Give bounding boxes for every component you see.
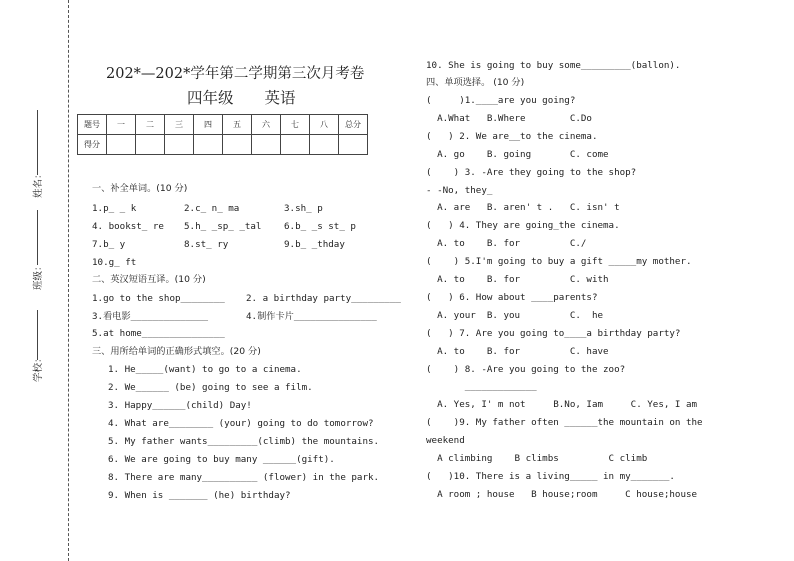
phrase-item: 1.go to the shop________ bbox=[92, 293, 225, 304]
choice-line: ( ) 5.I'm going to buy a gift _____my mother. bbox=[426, 256, 692, 268]
choice-line: ( ) 2. We are__to the cinema. bbox=[426, 130, 598, 142]
score-header-cell: 题号 bbox=[78, 115, 107, 135]
score-header-cell: 三 bbox=[165, 115, 194, 135]
score-cell[interactable] bbox=[194, 135, 223, 155]
word-item: 10.g_ ft bbox=[92, 257, 137, 268]
choice-line: A. to B. for C. with bbox=[426, 274, 609, 285]
score-header-cell: 总分 bbox=[339, 115, 368, 135]
choice-line: ( )10. There is a living_____ in my_______. bbox=[426, 470, 675, 482]
score-cell[interactable] bbox=[281, 135, 310, 155]
score-row-label: 得分 bbox=[78, 135, 107, 155]
choice-line: A. to B. for C./ bbox=[426, 238, 587, 250]
score-header-cell: 二 bbox=[136, 115, 165, 135]
class-fill-line bbox=[37, 210, 38, 265]
choice-line: ( ) 4. They are going_the cinema. bbox=[426, 220, 620, 232]
score-cell[interactable] bbox=[252, 135, 281, 155]
choice-line: A climbing B climbs C climb bbox=[426, 453, 648, 464]
score-header-cell: 一 bbox=[107, 115, 136, 135]
choice-line: ( ) 7. Are you going to____a birthday party? bbox=[426, 327, 681, 339]
score-header-cell: 六 bbox=[252, 115, 281, 135]
class-label: 班级： bbox=[33, 261, 44, 290]
exam-subtitle: 四年级 英语 bbox=[187, 89, 296, 107]
fill-item: 3. Happy______(child) Day! bbox=[108, 400, 252, 411]
score-header-cell: 四 bbox=[194, 115, 223, 135]
choice-line: ( ) 6. How about ____parents? bbox=[426, 291, 598, 303]
score-table bbox=[77, 114, 368, 155]
fill-item: 10. She is going to buy some_________(ballon). bbox=[426, 60, 681, 71]
name-label: 姓名： bbox=[33, 169, 44, 198]
fill-item: 6. We are going to buy many ______(gift). bbox=[108, 454, 335, 465]
fill-item: 8. There are many__________ (flower) in the park. bbox=[108, 472, 380, 483]
score-cell[interactable] bbox=[107, 135, 136, 155]
choice-line: A. Yes, I' m not B.No, Iam C. Yes, I am bbox=[426, 399, 698, 411]
phrase-item: 5.at home_______________ bbox=[92, 328, 225, 339]
choice-line: - -No, they_ bbox=[426, 184, 493, 196]
choice-line: ( ) 8. -Are you going to the zoo? bbox=[426, 363, 626, 375]
section3-heading: 三、用所给单词的正确形式填空。(20 分) bbox=[92, 346, 261, 357]
binding-cut-line bbox=[68, 0, 69, 561]
score-cell[interactable] bbox=[310, 135, 339, 155]
choice-line: A. are B. aren' t . C. isn' t bbox=[426, 202, 620, 214]
word-item: 2.c_ n_ ma bbox=[184, 203, 240, 214]
choice-line: weekend bbox=[426, 435, 465, 447]
phrase-item: 4.制作卡片_______________ bbox=[246, 311, 377, 322]
choice-line: ( ) 3. -Are they going to the shop? bbox=[426, 166, 637, 178]
section2-heading: 二、英汉短语互译。(10 分) bbox=[92, 274, 206, 285]
choice-line: ( )1.____are you going? bbox=[426, 95, 576, 106]
fill-item: 4. What are________ (your) going to do tomorrow? bbox=[108, 418, 374, 429]
word-item: 8.st_ ry bbox=[184, 239, 229, 250]
score-header-cell: 五 bbox=[223, 115, 252, 135]
score-cell[interactable] bbox=[136, 135, 165, 155]
score-cell[interactable] bbox=[223, 135, 252, 155]
choice-line: _____________ bbox=[426, 381, 537, 393]
name-fill-line bbox=[37, 110, 38, 175]
section1-heading: 一、补全单词。(10 分) bbox=[92, 183, 188, 194]
fill-item: 1. He_____(want) to go to a cinema. bbox=[108, 364, 302, 375]
score-header-cell: 七 bbox=[281, 115, 310, 135]
phrase-item: 3.看电影______________ bbox=[92, 311, 209, 322]
word-item: 3.sh_ p bbox=[284, 203, 323, 214]
choice-line: A. go B. going C. come bbox=[426, 148, 609, 160]
word-item: 7.b_ y bbox=[92, 239, 126, 250]
fill-item: 5. My father wants_________(climb) the mountains. bbox=[108, 436, 380, 447]
score-cell[interactable] bbox=[165, 135, 194, 155]
word-item: 1.p_ _ k bbox=[92, 203, 137, 214]
word-item: 4. bookst_ re bbox=[92, 221, 164, 232]
choice-line: A.What B.Where C.Do bbox=[426, 112, 592, 124]
school-label: 学校： bbox=[33, 353, 44, 382]
phrase-item: 2. a birthday party_________ bbox=[246, 293, 401, 304]
word-item: 5.h_ _sp_ _tal bbox=[184, 221, 262, 232]
word-item: 6.b_ _s st_ p bbox=[284, 221, 356, 232]
fill-item: 2. We______ (be) going to see a film. bbox=[108, 382, 313, 393]
score-cell[interactable] bbox=[339, 135, 368, 155]
choice-line: A. to B. for C. have bbox=[426, 345, 609, 357]
exam-title: 202*—202*学年第二学期第三次月考卷 bbox=[106, 66, 365, 82]
fill-item: 9. When is _______ (he) birthday? bbox=[108, 490, 291, 501]
choice-line: A. your B. you C. he bbox=[426, 309, 604, 321]
choice-line: A room ; house B house;room C house;house bbox=[426, 488, 698, 500]
choice-line: ( )9. My father often ______the mountain on the bbox=[426, 417, 703, 429]
word-item: 9.b_ _thday bbox=[284, 239, 345, 250]
score-header-cell: 八 bbox=[310, 115, 339, 135]
school-fill-line bbox=[37, 310, 38, 360]
section4-heading: 四、单项选择。 (10 分) bbox=[426, 77, 525, 88]
